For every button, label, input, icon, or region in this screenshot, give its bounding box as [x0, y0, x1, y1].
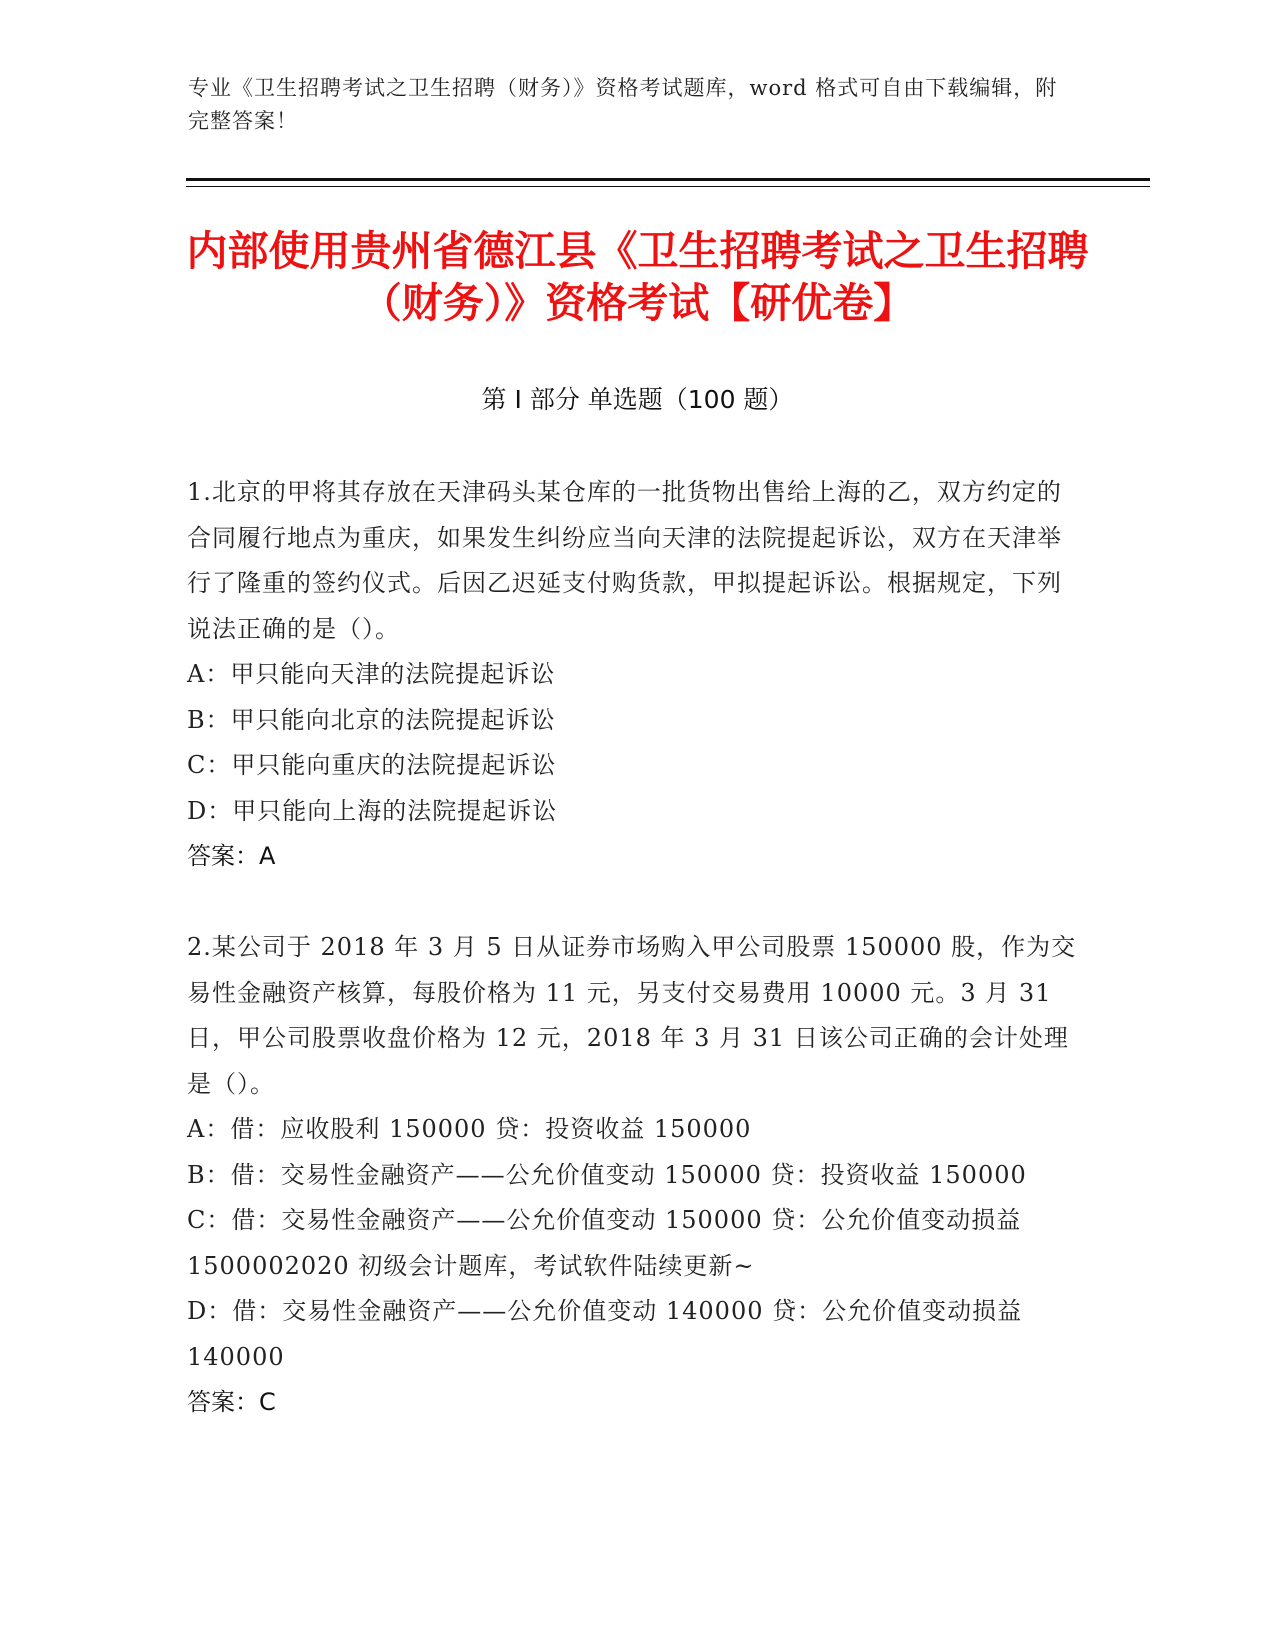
option-a: A：借：应收股利 150000 贷：投资收益 150000: [187, 1115, 752, 1143]
answer: 答案：A: [187, 842, 276, 870]
answer: 答案：C: [187, 1388, 276, 1416]
option-c: C：甲只能向重庆的法院提起诉讼: [187, 751, 557, 779]
option-d: D：借：交易性金融资产——公允价值变动 140000 贷：公允价值变动损益 140000: [187, 1297, 1023, 1371]
question-1: [187, 470, 1077, 879]
question-stem: 2.某公司于 2018 年 3 月 5 日从证券市场购入甲公司股票 150000 股，作为交易性金融资产核算，每股价格为 11 元，另支付交易费用 10000 元。3 月 31 日，甲公司股票收盘价格为 12 元，2018 年 3 月 31 日该公司正确的会计处理是（）。: [187, 933, 1077, 1098]
option-c: C：借：交易性金融资产——公允价值变动 150000 贷：公允价值变动损益 1500002020 初级会计题库，考试软件陆续更新~: [187, 1206, 1022, 1280]
document-title: 内部使用贵州省德江县《卫生招聘考试之卫生招聘（财务）》资格考试【研优卷】: [186, 227, 1089, 327]
header-divider-thick: [186, 178, 1150, 181]
section-title: 第 I 部分 单选题（100 题）: [481, 385, 794, 414]
option-a: A：甲只能向天津的法院提起诉讼: [187, 660, 556, 688]
question-stem: 1.北京的甲将其存放在天津码头某仓库的一批货物出售给上海的乙，双方约定的合同履行地点为重庆，如果发生纠纷应当向天津的法院提起诉讼，双方在天津举行了隆重的签约仪式。后因乙迟延支付购货款，甲拟提起诉讼。根据规定，下列说法正确的是（）。: [187, 478, 1062, 643]
option-d: D：甲只能向上海的法院提起诉讼: [187, 796, 558, 825]
option-b: B：借：交易性金融资产——公允价值变动 150000 贷：投资收益 150000: [187, 1160, 1027, 1189]
question-2: [187, 925, 1077, 1425]
header-note: 专业《卫生招聘考试之卫生招聘（财务）》资格考试题库，word 格式可自由下载编辑，附完整答案！: [188, 76, 1058, 133]
header-divider-thin: [186, 186, 1150, 187]
option-b: B：甲只能向北京的法院提起诉讼: [187, 705, 556, 734]
